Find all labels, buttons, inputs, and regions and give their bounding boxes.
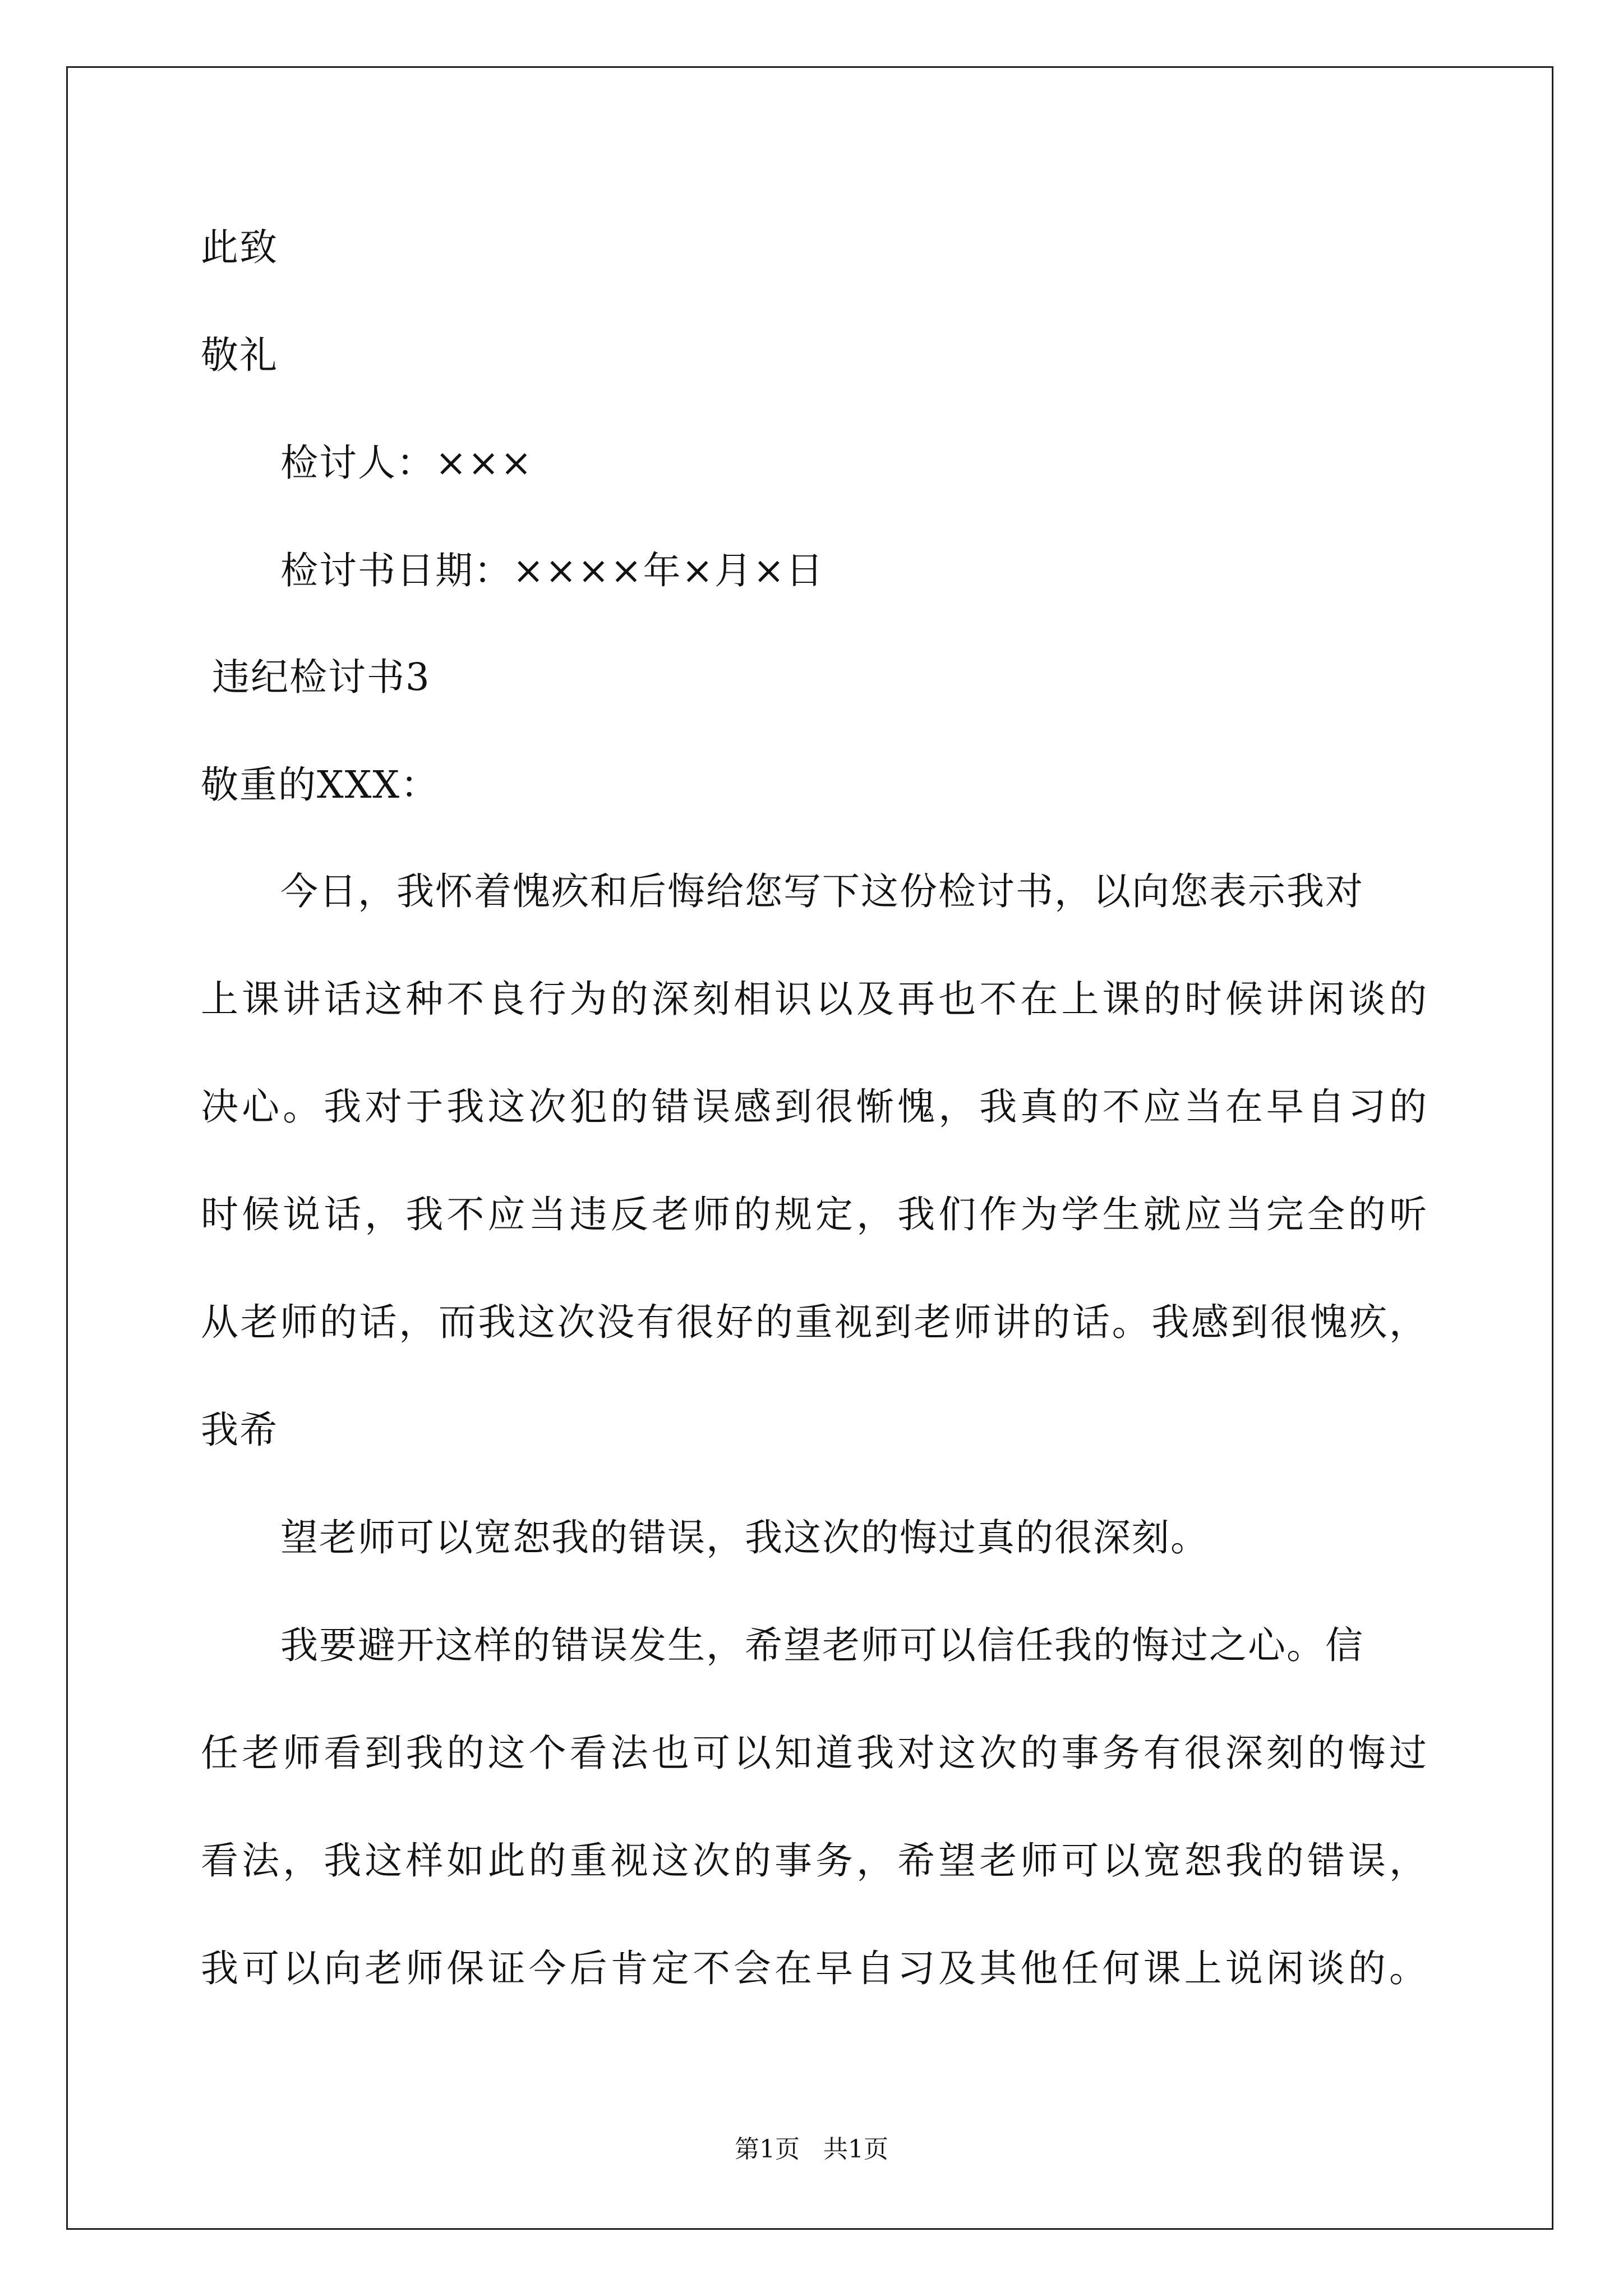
paragraph1-line5: 从老师的话，而我这次没有很好的重视到老师讲的话。我感到很愧疚，	[201, 1300, 1428, 1344]
signer-line: 检讨人：×××	[280, 441, 533, 485]
greeting: 敬重的XXX：	[201, 763, 440, 807]
paragraph1-line1: 今日，我怀着愧疚和后悔给您写下这份检讨书，以向您表示我对	[280, 869, 1364, 913]
paragraph3-line1: 我要避开这样的错误发生，希望老师可以信任我的悔过之心。信	[280, 1623, 1364, 1667]
paragraph1-line2: 上课讲话这种不良行为的深刻相识以及再也不在上课的时候讲闲谈的	[201, 977, 1428, 1021]
date-line: 检讨书日期：××××年×月×日	[280, 549, 824, 592]
paragraph1-line4: 时候说话，我不应当违反老师的规定，我们作为学生就应当完全的听	[201, 1193, 1428, 1236]
closing-regards: 敬礼	[201, 333, 278, 377]
page-border	[66, 66, 1553, 2230]
paragraph1-line3: 决心。我对于我这次犯的错误感到很惭愧，我真的不应当在早自习的	[201, 1085, 1428, 1129]
closing-salutation: 此致	[201, 226, 278, 269]
paragraph1-line6: 我希	[201, 1408, 278, 1452]
paragraph2: 望老师可以宽恕我的错误，我这次的悔过真的很深刻。	[280, 1516, 1209, 1559]
paragraph3-line3: 看法，我这样如此的重视这次的事务，希望老师可以宽恕我的错误，	[201, 1839, 1428, 1883]
section-title: 违纪检讨书3	[212, 655, 431, 699]
paragraph3-line4: 我可以向老师保证今后肯定不会在早自习及其他任何课上说闲谈的。	[201, 1947, 1428, 1990]
paragraph3-line2: 任老师看到我的这个看法也可以知道我对这次的事务有很深刻的悔过	[201, 1731, 1428, 1775]
page-number-footer: 第1页 共1页	[735, 2135, 888, 2164]
